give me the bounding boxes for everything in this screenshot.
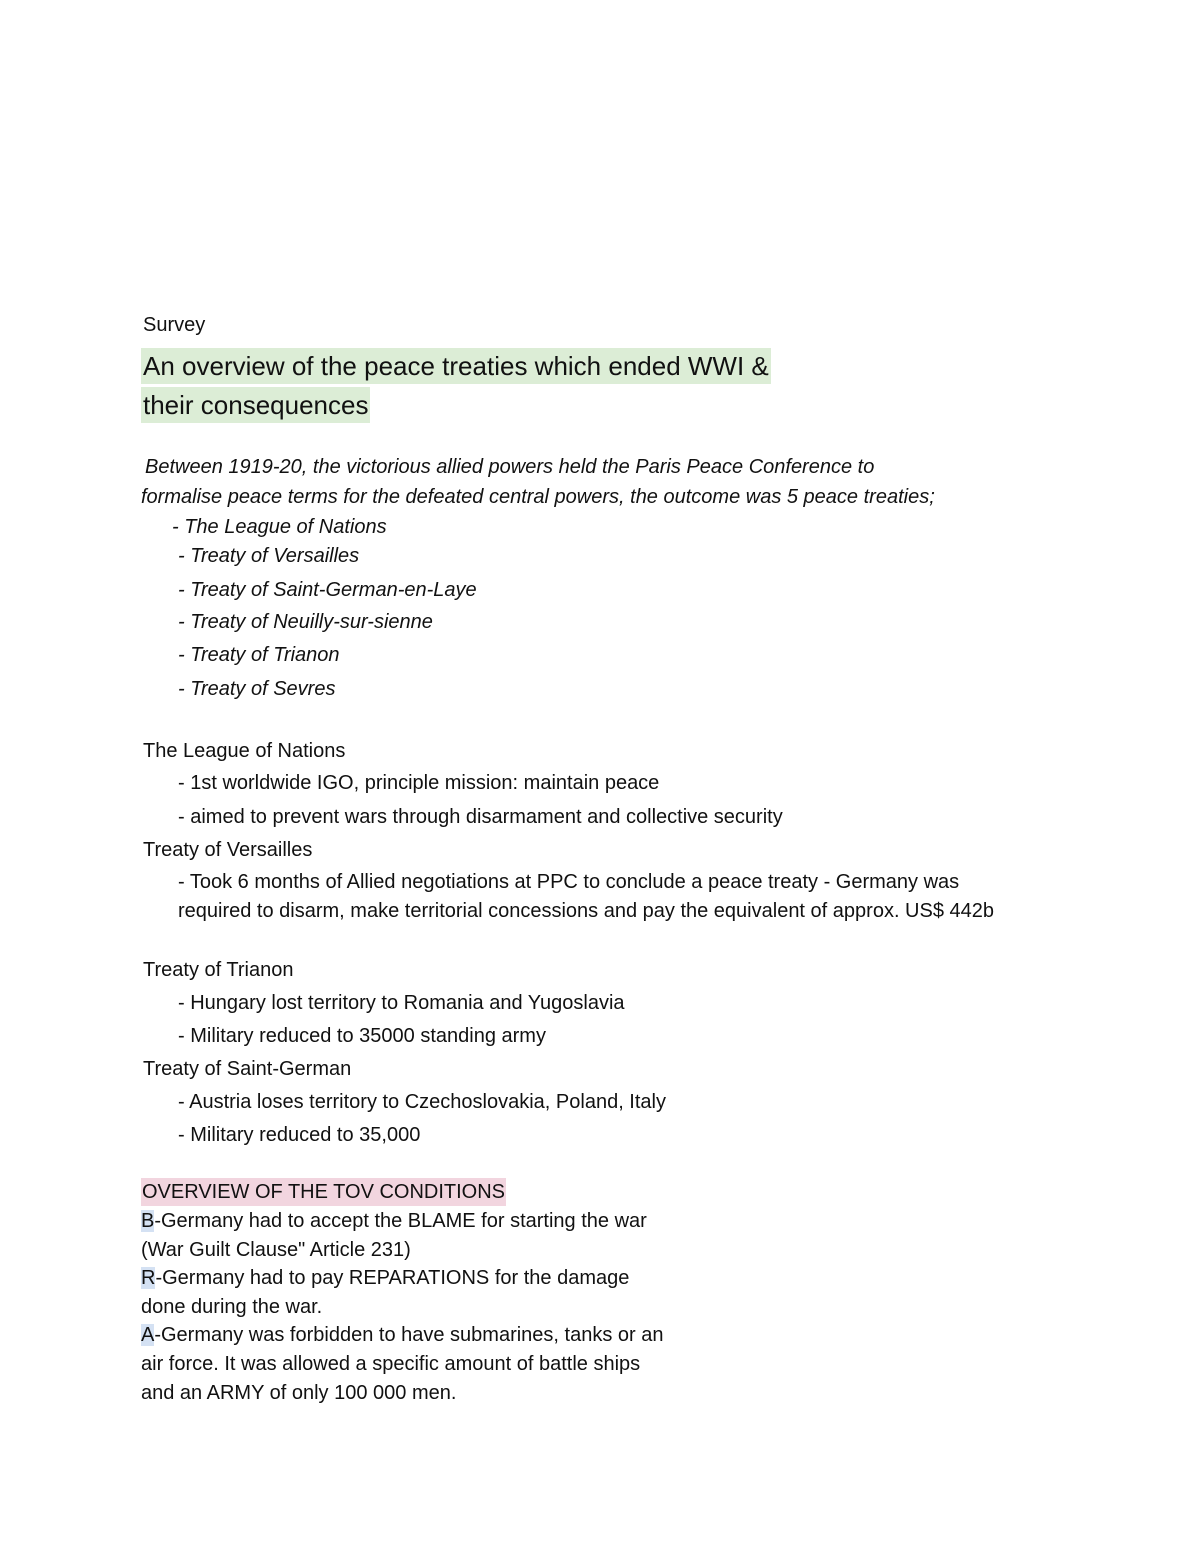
treaty-list-item: - The League of Nations (172, 516, 387, 538)
section-heading-trianon: Treaty of Trianon (143, 959, 294, 981)
survey-label: Survey (143, 314, 206, 336)
section-bullet: - Hungary lost territory to Romania and Yugoslavia (178, 992, 625, 1014)
section-bullet: - Took 6 months of Allied negotiations at PPC to conclude a peace treaty - Germany was required to disarm, make territorial concessions and pay the equivalent of approx. US$ 442b (178, 871, 995, 922)
section-bullet: - aimed to prevent wars through disarmament and collective security (178, 806, 783, 828)
section-heading-saint-german: Treaty of Saint-German (143, 1058, 352, 1080)
tov-reparations-line-1 (141, 1264, 629, 1292)
tov-army-text: -Germany was forbidden to have submarines, tanks or an (154, 1324, 664, 1346)
treaty-list-item: - Treaty of Trianon (178, 644, 340, 666)
tov-army-line-3: and an ARMY of only 100 000 men. (141, 1382, 457, 1404)
tov-reparations-line-2: done during the war. (141, 1296, 323, 1318)
section-bullet: - Austria loses territory to Czechoslovakia, Poland, Italy (178, 1091, 666, 1113)
section-bullet: - 1st worldwide IGO, principle mission: maintain peace (178, 772, 660, 794)
acronym-letter-r: R (141, 1267, 156, 1289)
intro-line-1: Between 1919-20, the victorious allied powers held the Paris Peace Conference to (145, 456, 875, 478)
tov-blame-text: -Germany had to accept the BLAME for starting the war (154, 1210, 647, 1232)
acronym-letter-b: B (141, 1210, 155, 1232)
section-heading-versailles: Treaty of Versailles (143, 839, 313, 861)
tov-blame-line-1 (141, 1207, 647, 1235)
tov-reparations-text: -Germany had to pay REPARATIONS for the damage (155, 1267, 630, 1289)
treaty-list-item: - Treaty of Saint-German-en-Laye (178, 579, 477, 601)
tov-army-line-2: air force. It was allowed a specific amount of battle ships (141, 1353, 641, 1375)
tov-army-line-1 (141, 1321, 663, 1349)
tov-conditions-heading: OVERVIEW OF THE TOV CONDITIONS (141, 1178, 506, 1206)
section-bullet: - Military reduced to 35,000 (178, 1124, 421, 1146)
tov-blame-line-2: (War Guilt Clause" Article 231) (141, 1239, 411, 1261)
section-heading-league: The League of Nations (143, 740, 346, 762)
acronym-letter-a: A (141, 1324, 155, 1346)
treaty-list-item: - Treaty of Sevres (178, 678, 336, 700)
treaty-list-item: - Treaty of Neuilly-sur-sienne (178, 611, 433, 633)
document-title-line-2: their consequences (141, 387, 370, 423)
treaty-list-item: - Treaty of Versailles (178, 545, 360, 567)
section-bullet: - Military reduced to 35000 standing army (178, 1025, 546, 1047)
intro-line-2: formalise peace terms for the defeated central powers, the outcome was 5 peace treaties; (141, 486, 935, 508)
document-title-line-1: An overview of the peace treaties which ended WWI & (141, 348, 771, 384)
